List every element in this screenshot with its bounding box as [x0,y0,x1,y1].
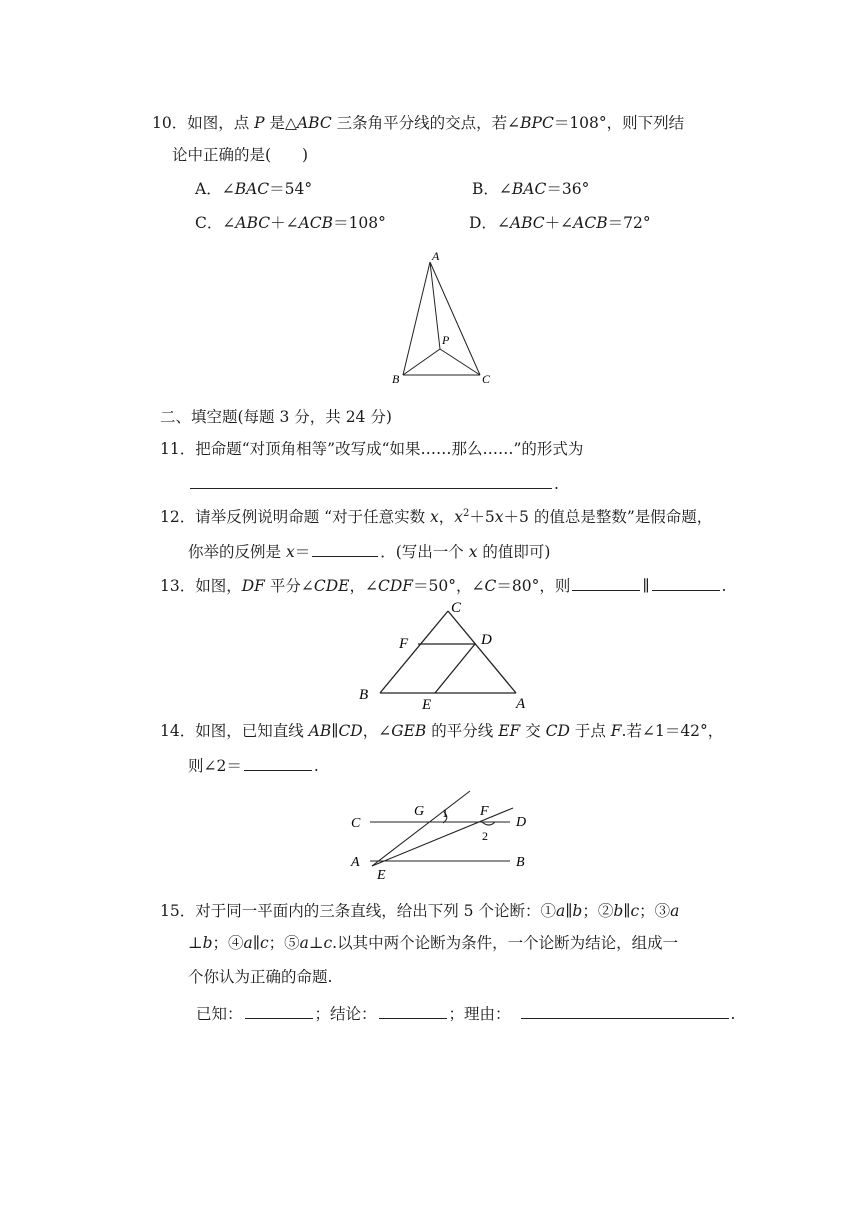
q13-var: DF [241,577,265,595]
q13-text: 如图， [195,577,242,595]
q15-text: ⊥ [308,934,324,952]
option-var: BAC [511,180,547,198]
q10-option-d [469,212,651,234]
q13-var: CDF [377,577,414,595]
q12-var: x [430,508,439,526]
q11-end: . [554,475,559,493]
q14-var: CD [545,722,570,740]
q15-text: .以其中两个论断为条件，一个论断为结论，组成一 [332,934,679,952]
q14-answer-blank[interactable] [244,754,312,771]
q14-var: AB [308,722,332,740]
option-label: B． [472,180,499,198]
q10-line2: 论中正确的是( ) [172,146,309,164]
q13-text: 平分∠ [264,577,314,595]
q13-line1 [160,574,726,597]
q15-var: b [613,902,624,920]
q12-text: 请举反例说明命题 “对于任意实数 [195,508,431,526]
label-angle-1: 1 [442,806,448,820]
label-e: E [377,868,386,883]
q14-text: 于点 [569,722,611,740]
q13-var: CDE [313,577,350,595]
label-f: F [480,804,489,819]
q14-text: 的平分线 [426,722,499,740]
q10-option-b [472,178,589,200]
option-text: ∠ [221,180,235,198]
option-text: ＋∠ [544,214,574,232]
option-var: ABC [235,214,271,232]
option-label: C． [195,214,223,232]
q10-line1 [152,112,684,134]
q15-text: ；② [582,902,614,920]
q12-text: 你举的反例是 [188,543,286,561]
q15-var: c [323,934,333,952]
q15-text: ；③ [639,902,671,920]
q13-parallel: ∥ [642,577,650,595]
option-text: ＝36° [546,180,590,198]
label-c: C [351,816,361,831]
q11-text: 把命题“对顶角相等”改写成“如果……那么……”的形式为 [195,440,584,458]
option-text: ＝54° [269,180,313,198]
q15-conclusion-blank[interactable] [379,1002,447,1019]
q15-reason-blank[interactable] [521,1002,729,1019]
q13-answer-blank-2[interactable] [652,574,720,591]
q13-end: . [721,577,727,595]
q13-var: C [484,577,497,595]
q15-text: ∥ [623,902,631,920]
q11-line1 [160,438,583,460]
q15-known-blank[interactable] [245,1002,313,1019]
q15-line3: 个你认为正确的命题. [188,968,333,986]
q15-text: ∥ [565,902,573,920]
option-var: ABC [509,214,545,232]
label-b: B [392,372,400,386]
q12-var: x [285,543,295,561]
label-c: C [482,372,491,386]
label-a: A [432,249,440,263]
q12-var: x [468,543,478,561]
q15-text: 对于同一平面内的三条直线，给出下列 5 个论断：① [195,902,556,920]
q15-var: a [555,902,566,920]
q11-number: 11． [160,440,196,458]
q15-var: c [630,902,640,920]
q15-text: ⊥ [188,934,203,952]
q14-text: ，∠ [362,722,392,740]
q14-text: 交 [520,722,546,740]
section-heading: 二、填空题(每题 3 分，共 24 分) [160,408,392,426]
q13-text: ，∠ [349,577,378,595]
q10-text: ＝108°，则下列结 [553,114,685,132]
q15-text: ；④ [212,934,244,952]
label-p: P [442,333,450,347]
q12-text: ＋5 [469,508,495,526]
q14-var: EF [498,722,521,740]
q14-line1 [160,720,723,742]
q14-end: . [313,757,319,775]
q12-exponent: 2 [463,507,470,519]
q15-known-label: 已知： [196,1005,243,1023]
q13-answer-blank-1[interactable] [572,574,640,591]
q12-answer-blank[interactable] [312,540,378,557]
label-angle-2: 2 [482,829,488,843]
q14-line2 [188,754,319,777]
q10-text: 是△ [264,114,297,132]
option-text: ∠ [496,214,510,232]
q14-text: ∥ [331,722,339,740]
q12-text: ， [438,508,455,526]
q15-number: 15． [160,902,196,920]
label-d: D [481,632,492,648]
q15-end: . [730,1005,736,1023]
q12-text: 的值即可) [477,543,551,561]
label-c: C [451,600,462,616]
q15-conclusion-label: ；结论： [314,1005,377,1023]
q12-var: x [494,508,504,526]
option-text: ∠ [222,214,236,232]
label-g: G [414,804,425,819]
q14-var: CD [338,722,363,740]
q10-var: P [254,114,265,132]
q15-text: ∥ [252,934,260,952]
q15-reason-label: ；理由： [448,1005,511,1023]
q11-line2 [188,472,559,495]
q12-line2 [188,540,550,563]
q13-triangle-figure [350,596,540,714]
q15-line1 [160,900,679,922]
q14-var: F [610,722,622,740]
q14-text: .若∠1＝42°， [621,722,724,740]
q12-line1 [160,506,712,528]
q15-var: a [670,902,680,920]
q13-text: ＝80°，则 [496,577,571,595]
q13-text: ＝50°，∠ [413,577,485,595]
label-a: A [516,696,526,712]
label-a: A [351,855,360,870]
q15-line2 [188,932,678,954]
q10-var: ABC [296,114,332,132]
q11-answer-blank[interactable] [190,472,552,489]
option-label: A． [195,180,222,198]
label-e: E [422,697,432,713]
q15-var: a [243,934,253,952]
q15-var: c [259,934,269,952]
q15-text: ；⑤ [268,934,300,952]
q12-number: 12． [160,508,196,526]
q15-var: b [572,902,583,920]
q12-text: ＋5 的值总是整数”是假命题， [503,508,713,526]
q14-lines-figure [340,788,540,884]
option-label: D． [469,214,497,232]
q12-text: ．(写出一个 [380,543,469,561]
q10-number: 10． [152,114,188,132]
q14-number: 14． [160,722,196,740]
q13-number: 13． [160,577,196,595]
q15-var: b [202,934,213,952]
q10-triangle-figure [380,245,500,390]
q15-var: a [299,934,309,952]
label-f: F [399,636,409,652]
option-var: ACB [298,214,334,232]
option-var: BAC [234,180,270,198]
option-text: ＝72° [607,214,651,232]
option-text: ＋∠ [270,214,299,232]
q10-var: BPC [520,114,554,132]
q15-line4 [196,1002,735,1025]
option-text: ＝108° [333,214,386,232]
q14-text: 则∠2＝ [188,757,242,775]
q12-text: ＝ [294,543,311,561]
option-text: ∠ [498,180,512,198]
option-var: ACB [573,214,608,232]
label-b: B [359,687,369,703]
q10-option-a [195,178,312,200]
label-d: D [516,815,527,830]
q10-text: 三条角平分线的交点，若∠ [331,114,521,132]
q14-text: 如图，已知直线 [195,722,309,740]
q12-var: x [454,508,464,526]
q14-var: GEB [391,722,427,740]
label-b: B [516,855,525,870]
q10-text: 如图，点 [187,114,255,132]
q10-option-c [195,212,386,234]
